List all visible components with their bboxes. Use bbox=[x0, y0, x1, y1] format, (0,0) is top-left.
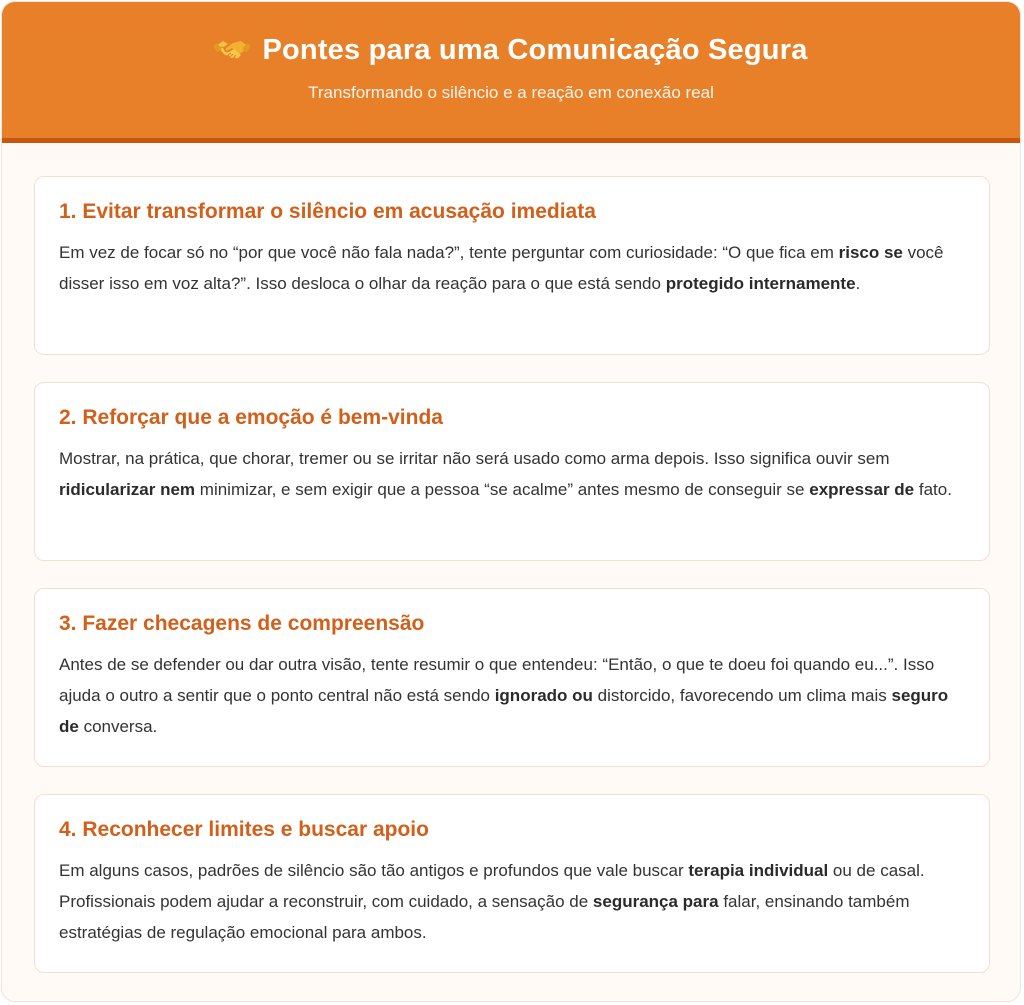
page bbox=[1, 1, 1021, 1002]
card-text-bold: segurança para bbox=[592, 892, 719, 911]
card-text-part: minimizar, e sem exigir que a pessoa “se acalme” antes mesmo de conseguir se bbox=[195, 480, 810, 499]
card-text-bold: risco se bbox=[838, 243, 903, 262]
card-text-bold: terapia individual bbox=[688, 861, 829, 880]
card-text-part: . bbox=[855, 274, 861, 293]
card-text-part: Mostrar, na prática, que chorar, tremer ou se irritar não será usado como arma depois. Isso significa ouvir sem bbox=[59, 449, 890, 468]
page-subtitle: Transformando o silêncio e a reação em conexão real bbox=[308, 83, 714, 102]
tip-card-2 bbox=[34, 382, 990, 561]
card-text-bold: protegido internamente bbox=[665, 274, 856, 293]
card-text bbox=[59, 855, 965, 948]
handshake-icon bbox=[214, 32, 250, 68]
card-text-part: ou de casal. Profissionais podem ajudar a reconstruir, com cuidado, a sensação de bbox=[59, 861, 925, 911]
tip-card-1 bbox=[34, 176, 990, 355]
card-text-bold: ridicularizar nem bbox=[59, 480, 196, 499]
card-text-part: falar, ensinando também estratégias de regulação emocional para ambos. bbox=[59, 892, 910, 942]
card-text-part: conversa. bbox=[78, 717, 158, 736]
page-title: Pontes para uma Comunicação Segura bbox=[262, 33, 808, 66]
card-text-bold: ignorado ou bbox=[494, 686, 593, 705]
card-text-bold: seguro de bbox=[59, 686, 949, 736]
tip-card-3 bbox=[34, 588, 990, 767]
card-text bbox=[59, 649, 965, 742]
card-text-part: você disser isso em voz alta?”. Isso desloca o olhar da reação para o que está sendo bbox=[59, 243, 944, 293]
card-text bbox=[59, 443, 965, 505]
card-text-part: fato. bbox=[914, 480, 952, 499]
card-text-part: Antes de se defender ou dar outra visão, tente resumir o que entendeu: “Então, o que te doeu foi quando eu...”. Isso ajuda o outro a sentir que o ponto central não está sendo bbox=[59, 655, 935, 705]
card-text-bold: expressar de bbox=[809, 480, 915, 499]
card-text-part: distorcido, favorecendo um clima mais bbox=[592, 686, 892, 705]
card-title: 4. Reconhecer limites e buscar apoio bbox=[59, 818, 429, 841]
card-title: 1. Evitar transformar o silêncio em acusação imediata bbox=[59, 200, 596, 223]
tip-card-4 bbox=[34, 794, 990, 973]
card-text bbox=[59, 237, 965, 299]
title-row bbox=[2, 32, 1020, 68]
card-title: 3. Fazer checagens de compreensão bbox=[59, 612, 425, 635]
card-title: 2. Reforçar que a emoção é bem-vinda bbox=[59, 406, 443, 429]
card-text-part: Em alguns casos, padrões de silêncio são tão antigos e profundos que vale buscar bbox=[59, 861, 689, 880]
card-text-part: Em vez de focar só no “por que você não fala nada?”, tente perguntar com curiosidade: “O que fica em bbox=[59, 243, 839, 262]
page-header bbox=[2, 2, 1020, 143]
